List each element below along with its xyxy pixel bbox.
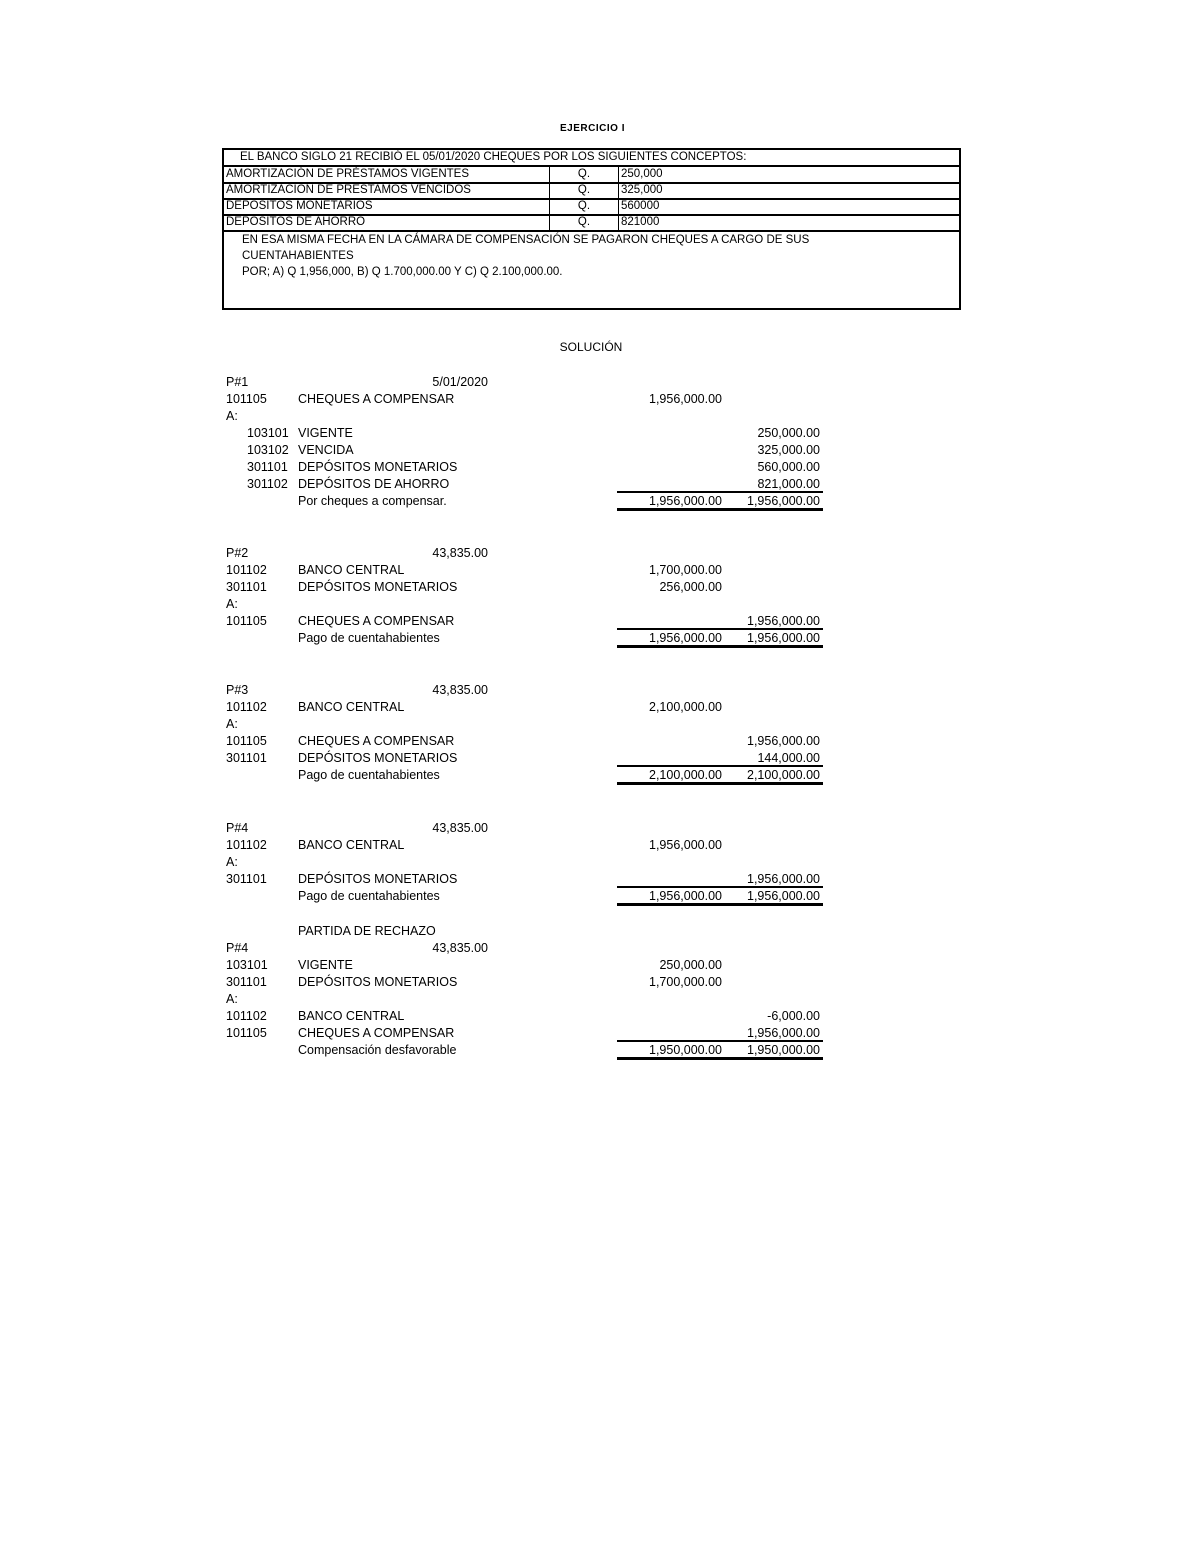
total-rule (617, 645, 823, 648)
total-debit: 1,956,000.00 (649, 889, 722, 903)
concept-row (224, 215, 959, 232)
credit-amount: -6,000.00 (767, 1009, 820, 1023)
concept-label: DEPÓSITOS MONETARIOS (226, 200, 373, 212)
entry-number: P#1 (226, 375, 249, 389)
total-credit: 1,956,000.00 (747, 494, 820, 508)
account-code: 101102 (226, 1009, 267, 1023)
account-code: 101102 (226, 563, 267, 577)
total-debit: 1,956,000.00 (649, 631, 722, 645)
entry-description: Pago de cuentahabientes (298, 768, 440, 782)
credit-marker: A: (226, 855, 238, 869)
credit-amount: 1,956,000.00 (747, 614, 820, 628)
account-name: CHEQUES A COMPENSAR (298, 392, 455, 406)
credit-amount: 250,000.00 (757, 426, 820, 440)
total-rule (617, 903, 823, 906)
account-name: DEPÓSITOS DE AHORRO (298, 477, 450, 491)
page-title: EJERCICIO I (560, 123, 625, 134)
credit-marker: A: (226, 717, 238, 731)
total-credit: 1,956,000.00 (747, 889, 820, 903)
total-rule (617, 1057, 823, 1060)
entry-heading: PARTIDA DE RECHAZO (298, 924, 436, 938)
problem-header-row (224, 150, 959, 167)
account-name: CHEQUES A COMPENSAR (298, 1026, 455, 1040)
credit-marker: A: (226, 409, 238, 423)
credit-amount: 1,956,000.00 (747, 1026, 820, 1040)
total-rule (617, 508, 823, 511)
concept-row (224, 199, 959, 216)
account-code: 101105 (226, 614, 267, 628)
total-debit: 2,100,000.00 (649, 768, 722, 782)
concept-label: AMORTIZACIÓN DE PRÉSTAMOS VENCIDOS (226, 184, 471, 196)
concept-amount: 560000 (621, 200, 660, 212)
account-code: 301102 (247, 477, 288, 491)
account-name: VIGENTE (298, 958, 353, 972)
note-line: POR; A) Q 1,956,000, B) Q 1.700,000.00 Y C) Q 2.100,000.00. (242, 266, 563, 278)
account-code: 101102 (226, 700, 267, 714)
account-name: BANCO CENTRAL (298, 838, 405, 852)
credit-marker: A: (226, 992, 238, 1006)
entry-description: Pago de cuentahabientes (298, 889, 440, 903)
account-name: DEPÓSITOS MONETARIOS (298, 580, 458, 594)
account-name: DEPÓSITOS MONETARIOS (298, 751, 458, 765)
account-code: 103101 (226, 958, 268, 972)
entry-date: 43,835.00 (432, 821, 488, 835)
concept-row (224, 183, 959, 200)
debit-amount: 256,000.00 (659, 580, 722, 594)
entry-number: P#4 (226, 821, 249, 835)
debit-amount: 2,100,000.00 (649, 700, 722, 714)
debit-amount: 1,956,000.00 (649, 392, 722, 406)
account-name: CHEQUES A COMPENSAR (298, 614, 455, 628)
currency-label: Q. (577, 200, 591, 212)
account-name: BANCO CENTRAL (298, 1009, 405, 1023)
entry-number: P#3 (226, 683, 249, 697)
credit-amount: 1,956,000.00 (747, 734, 820, 748)
account-code: 103101 (247, 426, 289, 440)
account-code: 301101 (247, 460, 288, 474)
credit-marker: A: (226, 597, 238, 611)
account-name: VIGENTE (298, 426, 353, 440)
credit-amount: 144,000.00 (757, 751, 820, 765)
account-code: 301101 (226, 580, 267, 594)
credit-amount: 821,000.00 (757, 477, 820, 491)
note-line: CUENTAHABIENTES (242, 250, 354, 262)
account-code: 101105 (226, 392, 267, 406)
concept-amount: 821000 (621, 216, 660, 228)
total-debit: 1,950,000.00 (649, 1043, 722, 1057)
concept-amount: 250,000 (621, 168, 663, 180)
entry-date: 5/01/2020 (432, 375, 488, 389)
account-code: 301101 (226, 872, 267, 886)
concept-row (224, 167, 959, 184)
account-name: DEPÓSITOS MONETARIOS (298, 872, 458, 886)
concept-label: AMORTIZACIÓN DE PRÉSTAMOS VIGENTES (226, 168, 470, 180)
total-debit: 1,956,000.00 (649, 494, 722, 508)
credit-amount: 1,956,000.00 (747, 872, 820, 886)
entry-number: P#2 (226, 546, 249, 560)
account-name: CHEQUES A COMPENSAR (298, 734, 455, 748)
account-name: BANCO CENTRAL (298, 563, 405, 577)
currency-label: Q. (577, 168, 591, 180)
problem-statement-box (222, 148, 961, 310)
entry-date: 43,835.00 (432, 941, 488, 955)
account-code: 101102 (226, 838, 267, 852)
note-line: EN ESA MISMA FECHA EN LA CÁMARA DE COMPENSACIÓN SE PAGARON CHEQUES A CARGO DE SUS (242, 234, 810, 246)
credit-amount: 325,000.00 (757, 443, 820, 457)
account-code: 101105 (226, 1026, 267, 1040)
total-credit: 1,956,000.00 (747, 631, 820, 645)
concept-amount: 325,000 (621, 184, 663, 196)
entry-description: Compensación desfavorable (298, 1043, 457, 1057)
debit-amount: 250,000.00 (659, 958, 722, 972)
account-name: DEPÓSITOS MONETARIOS (298, 460, 458, 474)
entry-number: P#4 (226, 941, 249, 955)
debit-amount: 1,700,000.00 (649, 975, 722, 989)
entry-description: Pago de cuentahabientes (298, 631, 440, 645)
concept-label: DEPÓSITOS DE AHORRO (226, 216, 366, 228)
account-code: 101105 (226, 734, 267, 748)
entry-date: 43,835.00 (432, 546, 488, 560)
total-credit: 2,100,000.00 (747, 768, 820, 782)
account-name: VENCIDA (298, 443, 354, 457)
problem-header-text: EL BANCO SIGLO 21 RECIBIÓ EL 05/01/2020 CHEQUES POR LOS SIGUIENTES CONCEPTOS: (240, 151, 747, 163)
debit-amount: 1,700,000.00 (649, 563, 722, 577)
currency-label: Q. (577, 216, 591, 228)
account-code: 301101 (226, 751, 267, 765)
account-code: 301101 (226, 975, 267, 989)
debit-amount: 1,956,000.00 (649, 838, 722, 852)
total-rule (617, 782, 823, 785)
account-name: DEPÓSITOS MONETARIOS (298, 975, 458, 989)
credit-amount: 560,000.00 (757, 460, 820, 474)
entry-description: Por cheques a compensar. (298, 494, 447, 508)
account-code: 103102 (247, 443, 289, 457)
problem-note (242, 232, 809, 280)
total-credit: 1,950,000.00 (747, 1043, 820, 1057)
account-name: BANCO CENTRAL (298, 700, 405, 714)
solution-title: SOLUCIÓN (559, 340, 623, 354)
currency-label: Q. (577, 184, 591, 196)
entry-date: 43,835.00 (432, 683, 488, 697)
